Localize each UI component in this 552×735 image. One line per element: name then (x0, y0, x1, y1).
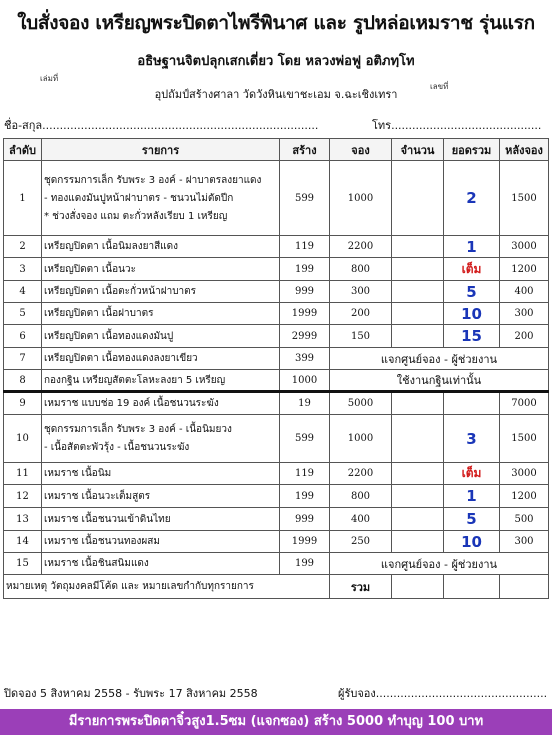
total-value: 5 (444, 281, 500, 303)
remark-text: หมายเหตุ วัตถุมงคลมีโค้ด และ หมายเลขกำกับทุกรายการ (4, 575, 330, 599)
row-number: 1 (4, 161, 42, 236)
col-header: สร้าง (280, 139, 330, 161)
book-no-label: เล่มที่ (40, 74, 59, 83)
item-line: เหรียญปิดตา เนื้อนิมลงยาสีแดง (44, 241, 178, 252)
receiver-field[interactable]: ผู้รับจอง................................................. (338, 687, 548, 700)
qty-input-cell[interactable] (392, 392, 444, 415)
reserve-count: 5000 (330, 392, 392, 415)
total-value: 10 (444, 303, 500, 325)
row-number: 2 (4, 236, 42, 258)
total-value: 1 (444, 236, 500, 258)
item-description (42, 370, 280, 392)
col-header: ลำดับ (4, 139, 42, 161)
reserve-count: 250 (330, 531, 392, 553)
qty-input-cell[interactable] (392, 463, 444, 485)
after-reserve-count: 400 (500, 281, 549, 303)
item-line: เหรียญปิดตา เนื้อฝาบาตร (44, 308, 154, 319)
item-line: ชุดกรรมการเล็ก รับพระ 3 องค์ - เนื้อนิมยวง (44, 424, 232, 435)
merged-note: ใช้งานกฐินเท่านั้น (330, 370, 549, 392)
reserve-count: 200 (330, 303, 392, 325)
built-count: 1999 (280, 303, 330, 325)
row-number: 7 (4, 348, 42, 370)
built-count: 199 (280, 485, 330, 508)
item-line: ชุดกรรมการเล็ก รับพระ 3 องค์ - ฝาบาตรลงยาแดง (44, 174, 262, 186)
after-reserve-count: 7000 (500, 392, 549, 415)
table-row (4, 348, 549, 370)
after-reserve-count: 300 (500, 303, 549, 325)
qty-input-cell[interactable] (392, 281, 444, 303)
item-description (42, 281, 280, 303)
item-line: เหมราช แบบช่อ 19 องค์ เนื้อชนวนระฆัง (44, 398, 219, 409)
table-row (4, 303, 549, 325)
table-row (4, 258, 549, 281)
item-line: * ช่วงสั่งจอง แถม ตะกั่วหลังเรียบ 1 เหรียญ (44, 210, 228, 222)
reserve-count: 800 (330, 258, 392, 281)
after-reserve-count: 3000 (500, 236, 549, 258)
total-value: 2 (444, 161, 500, 236)
total-sum-cell (444, 575, 500, 599)
table-row (4, 161, 549, 236)
total-label: รวม (330, 575, 392, 599)
item-line: เหรียญปิดตา เนื้อทองแดงลงยาเขียว (44, 353, 198, 364)
item-description (42, 392, 280, 415)
table-row (4, 463, 549, 485)
item-description (42, 415, 280, 463)
after-reserve-count: 3000 (500, 463, 549, 485)
tel-field[interactable]: โทร........................................... (372, 119, 542, 132)
row-number: 9 (4, 392, 42, 415)
item-line: เหมราช เนื้อนิม (44, 468, 112, 479)
row-number: 10 (4, 415, 42, 463)
item-description (42, 303, 280, 325)
item-description (42, 463, 280, 485)
after-reserve-count: 1500 (500, 415, 549, 463)
row-number: 13 (4, 508, 42, 531)
row-number: 3 (4, 258, 42, 281)
item-description (42, 348, 280, 370)
item-line: - เนื้อสัตตะพัวรุ้ง - เนื้อชนวนระฆัง (44, 442, 190, 453)
reserve-count: 150 (330, 325, 392, 348)
built-count: 399 (280, 348, 330, 370)
row-number: 14 (4, 531, 42, 553)
qty-input-cell[interactable] (392, 325, 444, 348)
item-description (42, 553, 280, 575)
after-reserve-count: 200 (500, 325, 549, 348)
row-number: 15 (4, 553, 42, 575)
col-header: จอง (330, 139, 392, 161)
total-after-cell (500, 575, 549, 599)
total-value: เต็ม (444, 463, 500, 485)
built-count: 999 (280, 508, 330, 531)
item-description (42, 508, 280, 531)
row-number: 8 (4, 370, 42, 392)
built-count: 19 (280, 392, 330, 415)
row-number: 11 (4, 463, 42, 485)
item-description (42, 236, 280, 258)
item-line: เหมราช เนื้อชนวนเข้าดินไทย (44, 513, 171, 525)
promo-banner: มีรายการพระปิดตาจิ๋วสูง1.5ซม (แจกซอง) สร้าง 5000 ทำบุญ 100 บาท (0, 709, 552, 735)
after-reserve-count: 1200 (500, 485, 549, 508)
blessing-subtitle: อธิษฐานจิตปลุกเสกเดี่ยว โดย หลวงพ่อฟู อติภทฺโท (137, 54, 415, 69)
item-line: กองกฐิน เหรียญสัตตะโลหะลงยา 5 เหรียญ (44, 374, 226, 386)
reserve-count: 2200 (330, 463, 392, 485)
dates-line: ปิดจอง 5 สิงหาคม 2558 - รับพระ 17 สิงหาคม 2558 (4, 687, 258, 700)
reserve-count: 2200 (330, 236, 392, 258)
item-line: - ทองแดงมันปูหน้าฝาบาตร - ชนวนไม่ตัดปีก (44, 192, 234, 204)
item-description (42, 531, 280, 553)
item-line: เหมราช เนื้อชนวนทองผสม (44, 536, 160, 547)
qty-input-cell[interactable] (392, 531, 444, 553)
row-number: 4 (4, 281, 42, 303)
built-count: 119 (280, 463, 330, 485)
after-reserve-count: 1200 (500, 258, 549, 281)
row-number: 5 (4, 303, 42, 325)
built-count: 599 (280, 415, 330, 463)
table-row (4, 508, 549, 531)
table-row (4, 415, 549, 463)
table-row (4, 325, 549, 348)
total-qty-cell[interactable] (392, 575, 444, 599)
organizer-line: อุปถัมป์สร้างศาลา วัดวังหินเขาชะเอม จ.ฉะเชิงเทรา (154, 88, 398, 101)
qty-input-cell[interactable] (392, 161, 444, 236)
item-line: เหรียญปิดตา เนื้อทองแดงมันปู (44, 330, 174, 342)
built-count: 119 (280, 236, 330, 258)
built-count: 199 (280, 553, 330, 575)
built-count: 599 (280, 161, 330, 236)
table-row (4, 281, 549, 303)
built-count: 199 (280, 258, 330, 281)
after-reserve-count: 500 (500, 508, 549, 531)
reserve-count: 1000 (330, 415, 392, 463)
total-value: 1 (444, 485, 500, 508)
qty-input-cell[interactable] (392, 303, 444, 325)
table-row (4, 236, 549, 258)
remark-row (4, 575, 549, 599)
col-header: หลังจอง (500, 139, 549, 161)
item-description (42, 161, 280, 236)
item-line: เหมราช เนื้อชินสนิมแดง (44, 558, 149, 569)
total-value: 3 (444, 415, 500, 463)
table-row (4, 485, 549, 508)
col-header: รายการ (42, 139, 280, 161)
merged-note: แจกศูนย์จอง - ผู้ช่วยงาน (330, 553, 549, 575)
item-line: เหมราช เนื้อนวะเต็มสูตร (44, 490, 151, 502)
table-header (4, 139, 549, 161)
order-table (3, 138, 549, 599)
total-value: 10 (444, 531, 500, 553)
qty-input-cell[interactable] (392, 258, 444, 281)
after-reserve-count: 1500 (500, 161, 549, 236)
item-description (42, 485, 280, 508)
col-header: ยอดรวม (444, 139, 500, 161)
page-title: ใบสั่งจอง เหรียญพระปิดตาไพรีพินาศ และ รูปหล่อเหมราช รุ่นแรก (17, 12, 535, 34)
table-row (4, 531, 549, 553)
item-line: เหรียญปิดตา เนื้อตะกั่วหน้าฝาบาตร (44, 286, 197, 297)
col-header: จำนวน (392, 139, 444, 161)
built-count: 1000 (280, 370, 330, 392)
reserve-count: 1000 (330, 161, 392, 236)
total-value (444, 392, 500, 415)
table-row (4, 553, 549, 575)
item-line: เหรียญปิดตา เนื้อนวะ (44, 263, 136, 275)
name-field[interactable]: ชื่อ-สกุล............................................................................... (4, 119, 319, 132)
item-description (42, 258, 280, 281)
item-description (42, 325, 280, 348)
total-value: 5 (444, 508, 500, 531)
qty-input-cell[interactable] (392, 415, 444, 463)
serial-no-label: เลขที่ (430, 82, 449, 91)
reserve-count: 800 (330, 485, 392, 508)
row-number: 12 (4, 485, 42, 508)
reserve-count: 400 (330, 508, 392, 531)
total-value: เต็ม (444, 258, 500, 281)
built-count: 2999 (280, 325, 330, 348)
table-row (4, 392, 549, 415)
after-reserve-count: 300 (500, 531, 549, 553)
table-row (4, 370, 549, 392)
built-count: 1999 (280, 531, 330, 553)
total-value: 15 (444, 325, 500, 348)
qty-input-cell[interactable] (392, 485, 444, 508)
qty-input-cell[interactable] (392, 508, 444, 531)
qty-input-cell[interactable] (392, 236, 444, 258)
row-number: 6 (4, 325, 42, 348)
merged-note: แจกศูนย์จอง - ผู้ช่วยงาน (330, 348, 549, 370)
built-count: 999 (280, 281, 330, 303)
reserve-count: 300 (330, 281, 392, 303)
